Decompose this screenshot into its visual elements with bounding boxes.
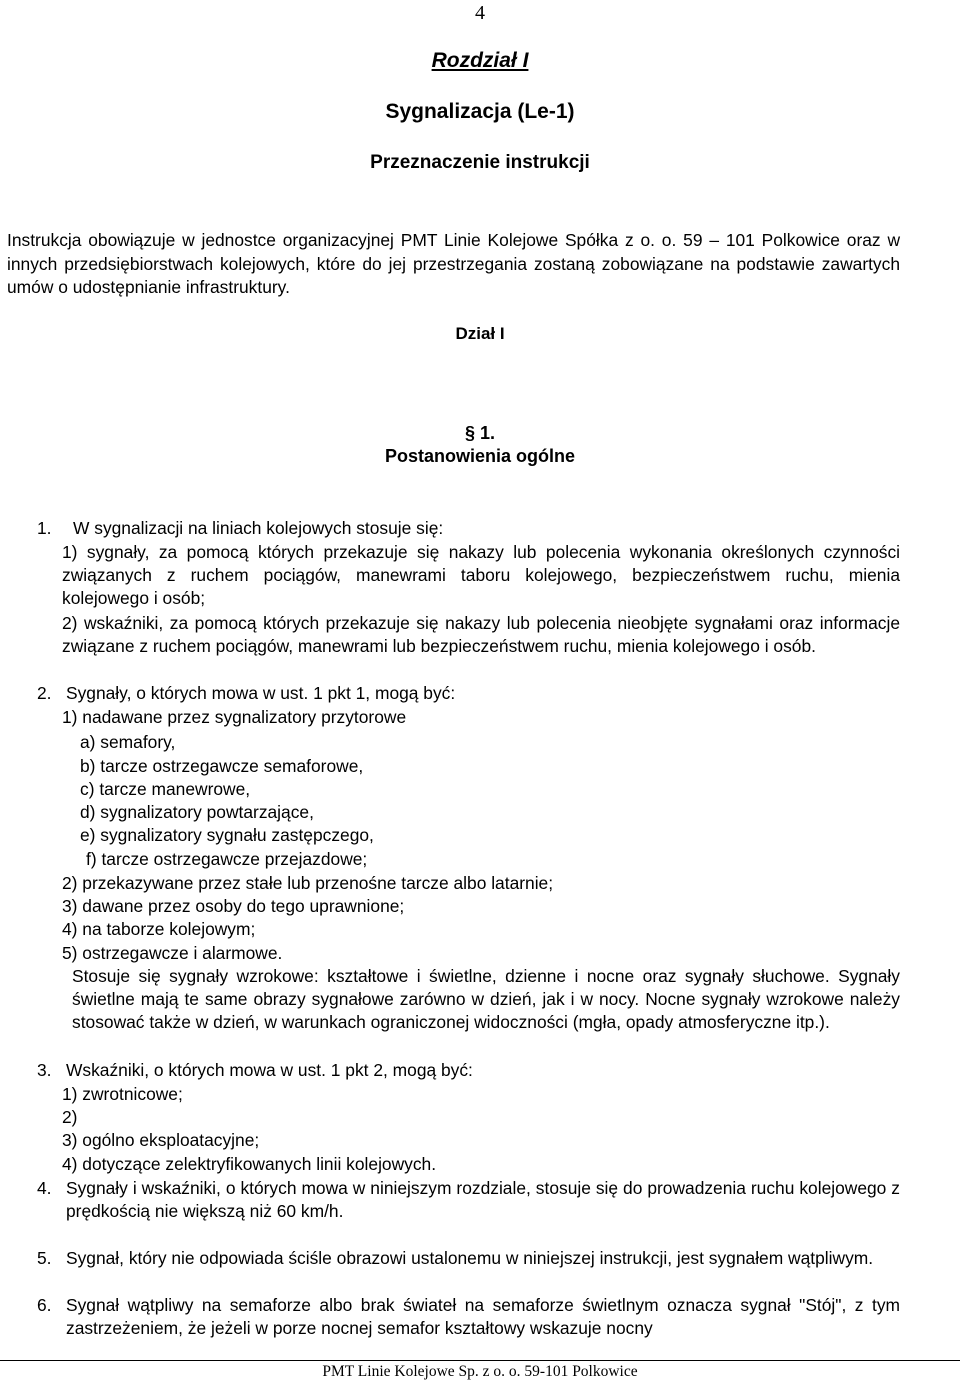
point-2-letter-c: c) tarcze manewrowe, <box>80 779 251 799</box>
paragraph-number: § 1. <box>464 423 496 443</box>
point-4-number: 4. <box>37 1178 52 1198</box>
footer-divider <box>0 1360 960 1361</box>
point-2-letter-d: d) sygnalizatory powtarzające, <box>80 802 314 822</box>
point-2-sub-2: 2) przekazywane przez stałe lub przenośne tarcze albo latarnie; <box>62 873 554 893</box>
point-2-note: Stosuje się sygnały wzrokowe: kształtowe i świetlne, dzienne i nocne oraz sygnały słuchowe. Sygnały świetlne mają te same obrazy sygnałowe zarówno w dzień, jak i w nocy. Nocne sygnały wzrokowe należy stosować także w dzień, w warunkach ograniczonej widoczności (mgła, opady atmosferyczne itp.). <box>72 966 900 1033</box>
page-number: 4 <box>475 2 485 24</box>
point-6-number: 6. <box>37 1295 52 1315</box>
chapter-heading: Rozdział I <box>431 49 529 72</box>
point-5-number: 5. <box>37 1248 52 1268</box>
point-2-letter-e: e) sygnalizatory sygnału zastępczego, <box>80 825 374 845</box>
point-2-sub-5: 5) ostrzegawcze i alarmowe. <box>62 943 283 963</box>
paragraph-title: Postanowienia ogólne <box>384 446 576 466</box>
point-6-text: Sygnał wątpliwy na semaforze albo brak świateł na semaforze świetlnym oznacza sygnał "Stój", z tym zastrzeżeniem, że jeżeli w porze nocnej semafor kształtowy wskazuje nocny <box>66 1295 900 1339</box>
point-1-number: 1. <box>37 518 52 538</box>
intro-paragraph: Instrukcja obowiązuje w jednostce organizacyjnej PMT Linie Kolejowe Spółka z o. o. 59 – 101 Polkowice oraz w innych przedsiębiorstwach kolejowych, które do jej przestrzegania zostaną zobowiązane na podstawie zawartych umów o udostępnianie infrastruktury. <box>7 230 900 297</box>
point-5-text: Sygnał, który nie odpowiada ściśle obrazowi ustalonemu w niniejszej instrukcji, jest sygnałem wątpliwym. <box>66 1248 874 1268</box>
point-2-letter-f: f) tarcze ostrzegawcze przejazdowe; <box>86 849 368 869</box>
point-2-letter-b: b) tarcze ostrzegawcze semaforowe, <box>80 756 364 776</box>
point-1-text: W sygnalizacji na liniach kolejowych stosuje się: <box>73 518 444 538</box>
document-subtitle: Przeznaczenie instrukcji <box>370 152 590 173</box>
point-2-sub-4: 4) na taborze kolejowym; <box>62 919 256 939</box>
point-2-sub-1: 1) nadawane przez sygnalizatory przytorowe <box>62 707 407 727</box>
point-2-sub-3: 3) dawane przez osoby do tego uprawnione; <box>62 896 405 916</box>
section-heading: Dział I <box>455 324 505 343</box>
point-3-text: Wskaźniki, o których mowa w ust. 1 pkt 2, mogą być: <box>66 1060 473 1080</box>
point-4-text: Sygnały i wskaźniki, o których mowa w niniejszym rozdziale, stosuje się do prowadzenia ruchu kolejowego z prędkością nie większą niż 60 km/h. <box>66 1178 900 1222</box>
page-footer: PMT Linie Kolejowe Sp. z o. o. 59-101 Polkowice <box>322 1363 638 1380</box>
point-3-item-3: 3) ogólno eksploatacyjne; <box>62 1130 260 1150</box>
point-3-item-4: 4) dotyczące zelektryfikowanych linii kolejowych. <box>62 1154 437 1174</box>
point-1-sub-1: 1) sygnały, za pomocą których przekazuje się nakazy lub polecenia wykonania określonych czynności związanych z ruchem pociągów, manewrami taboru kolejowego, bezpieczeństwem ruchu, mienia kolejowego i osób; <box>62 542 900 609</box>
point-2-number: 2. <box>37 683 52 703</box>
point-3-item-1: 1) zwrotnicowe; <box>62 1084 183 1104</box>
point-2-text: Sygnały, o których mowa w ust. 1 pkt 1, mogą być: <box>66 683 456 703</box>
point-2-letter-a: a) semafory, <box>80 732 176 752</box>
document-title: Sygnalizacja (Le-1) <box>385 100 575 123</box>
point-3-number: 3. <box>37 1060 52 1080</box>
point-1-sub-2: 2) wskaźniki, za pomocą których przekazuje się nakazy lub polecenia nieobjęte sygnałami oraz informacje związane z ruchem pociągów, manewrami lub bezpieczeństwem ruchu, mienia kolejowego i osób. <box>62 613 900 657</box>
point-3-item-2: 2) <box>62 1107 78 1127</box>
